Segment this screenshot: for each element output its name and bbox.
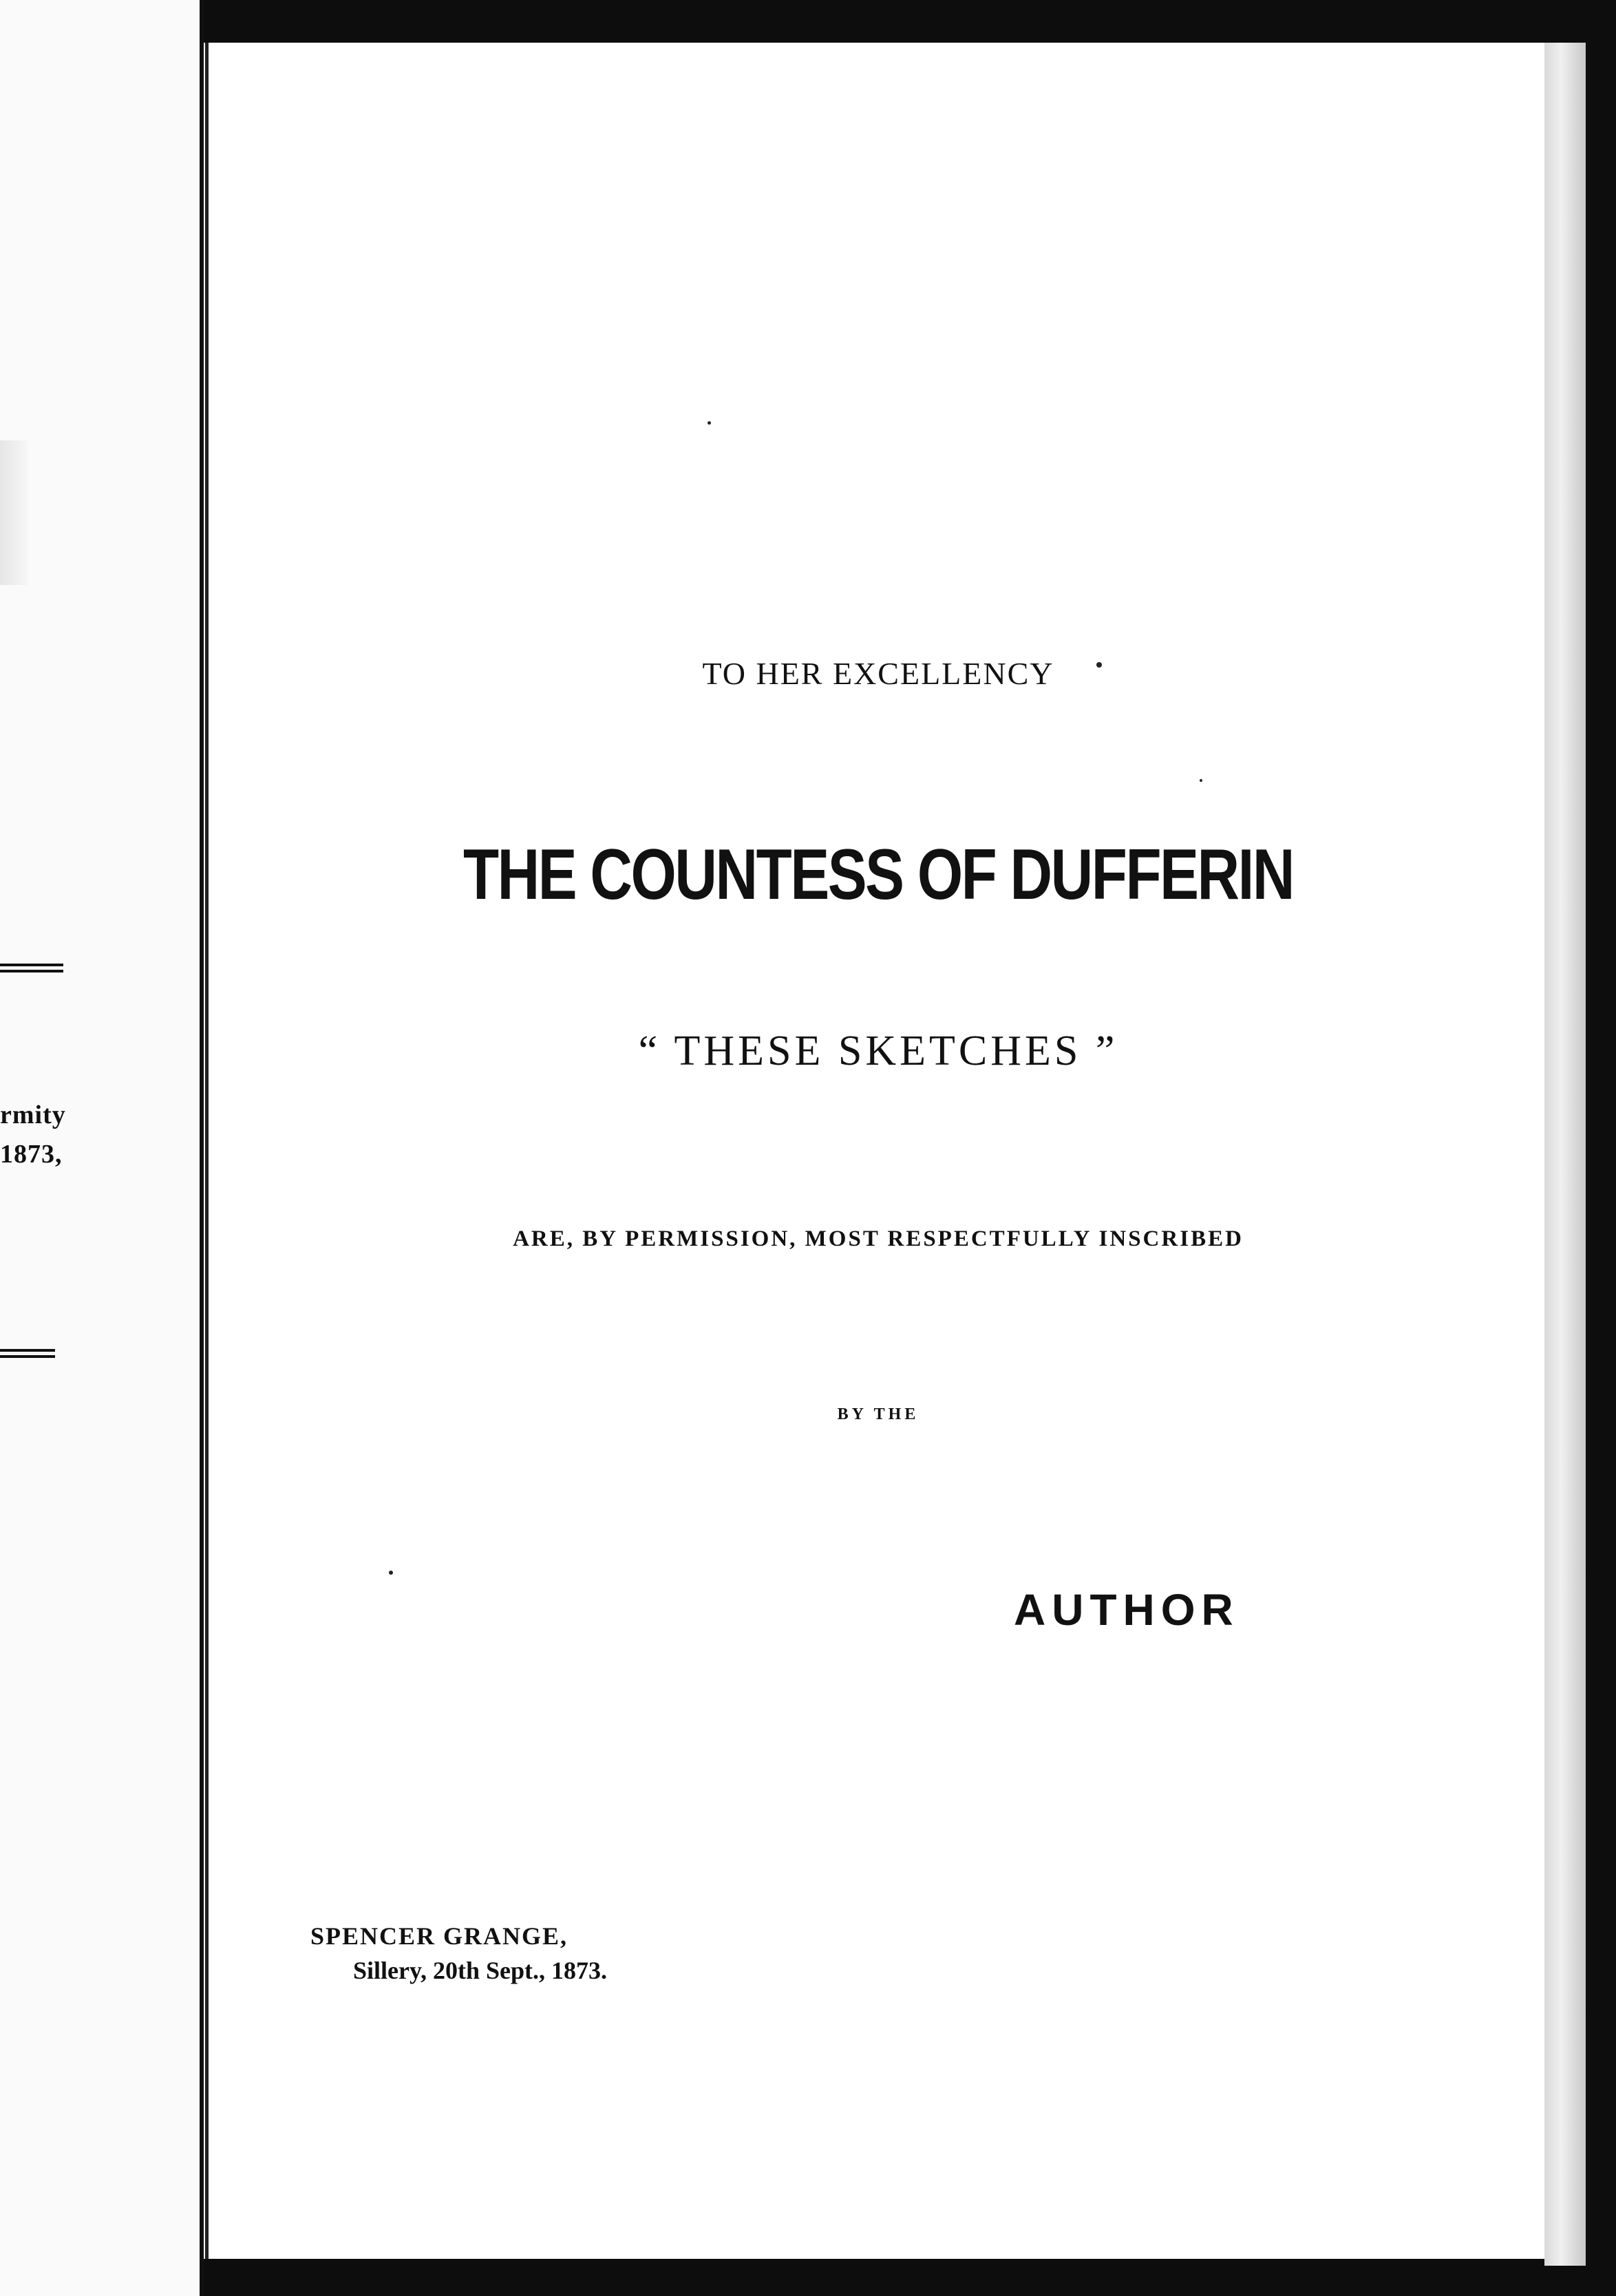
signoff-place: SPENCER GRANGE, (310, 1922, 568, 1950)
scan-border-top (0, 0, 1616, 43)
dedication-author: AUTHOR (1014, 1585, 1240, 1635)
dedication-by-the: BY THE (837, 1405, 919, 1423)
scan-border-right (1586, 0, 1616, 2296)
ink-speck (389, 1571, 393, 1575)
dedication-inscription: ARE, BY PERMISSION, MOST RESPECTFULLY INSCRIBED (513, 1226, 1244, 1251)
double-rule-bottom (0, 1349, 55, 1358)
signoff-date: Sillery, 20th Sept., 1873. (353, 1957, 608, 1984)
dedication-these-sketches: “ THESE SKETCHES ” (638, 1028, 1118, 1074)
show-through-mark (0, 440, 28, 585)
scan-border-bottom (0, 2259, 1616, 2296)
dedication-title: THE COUNTESS OF DUFFERIN (463, 835, 1293, 915)
ink-speck (1200, 779, 1202, 782)
facing-page (0, 0, 204, 2296)
page-edge (1544, 43, 1586, 2266)
ink-speck (1096, 662, 1102, 668)
dedication-page (205, 43, 1548, 2259)
ink-speck (708, 421, 711, 425)
faint-handwritten-signature: ​ (810, 235, 815, 293)
dedication-line-to-her-excellency: TO HER EXCELLENCY (702, 656, 1054, 691)
facing-page-text-line1: rmity (0, 1101, 66, 1129)
double-rule-top (0, 964, 63, 972)
facing-page-text-line2: 1873, (0, 1140, 63, 1169)
